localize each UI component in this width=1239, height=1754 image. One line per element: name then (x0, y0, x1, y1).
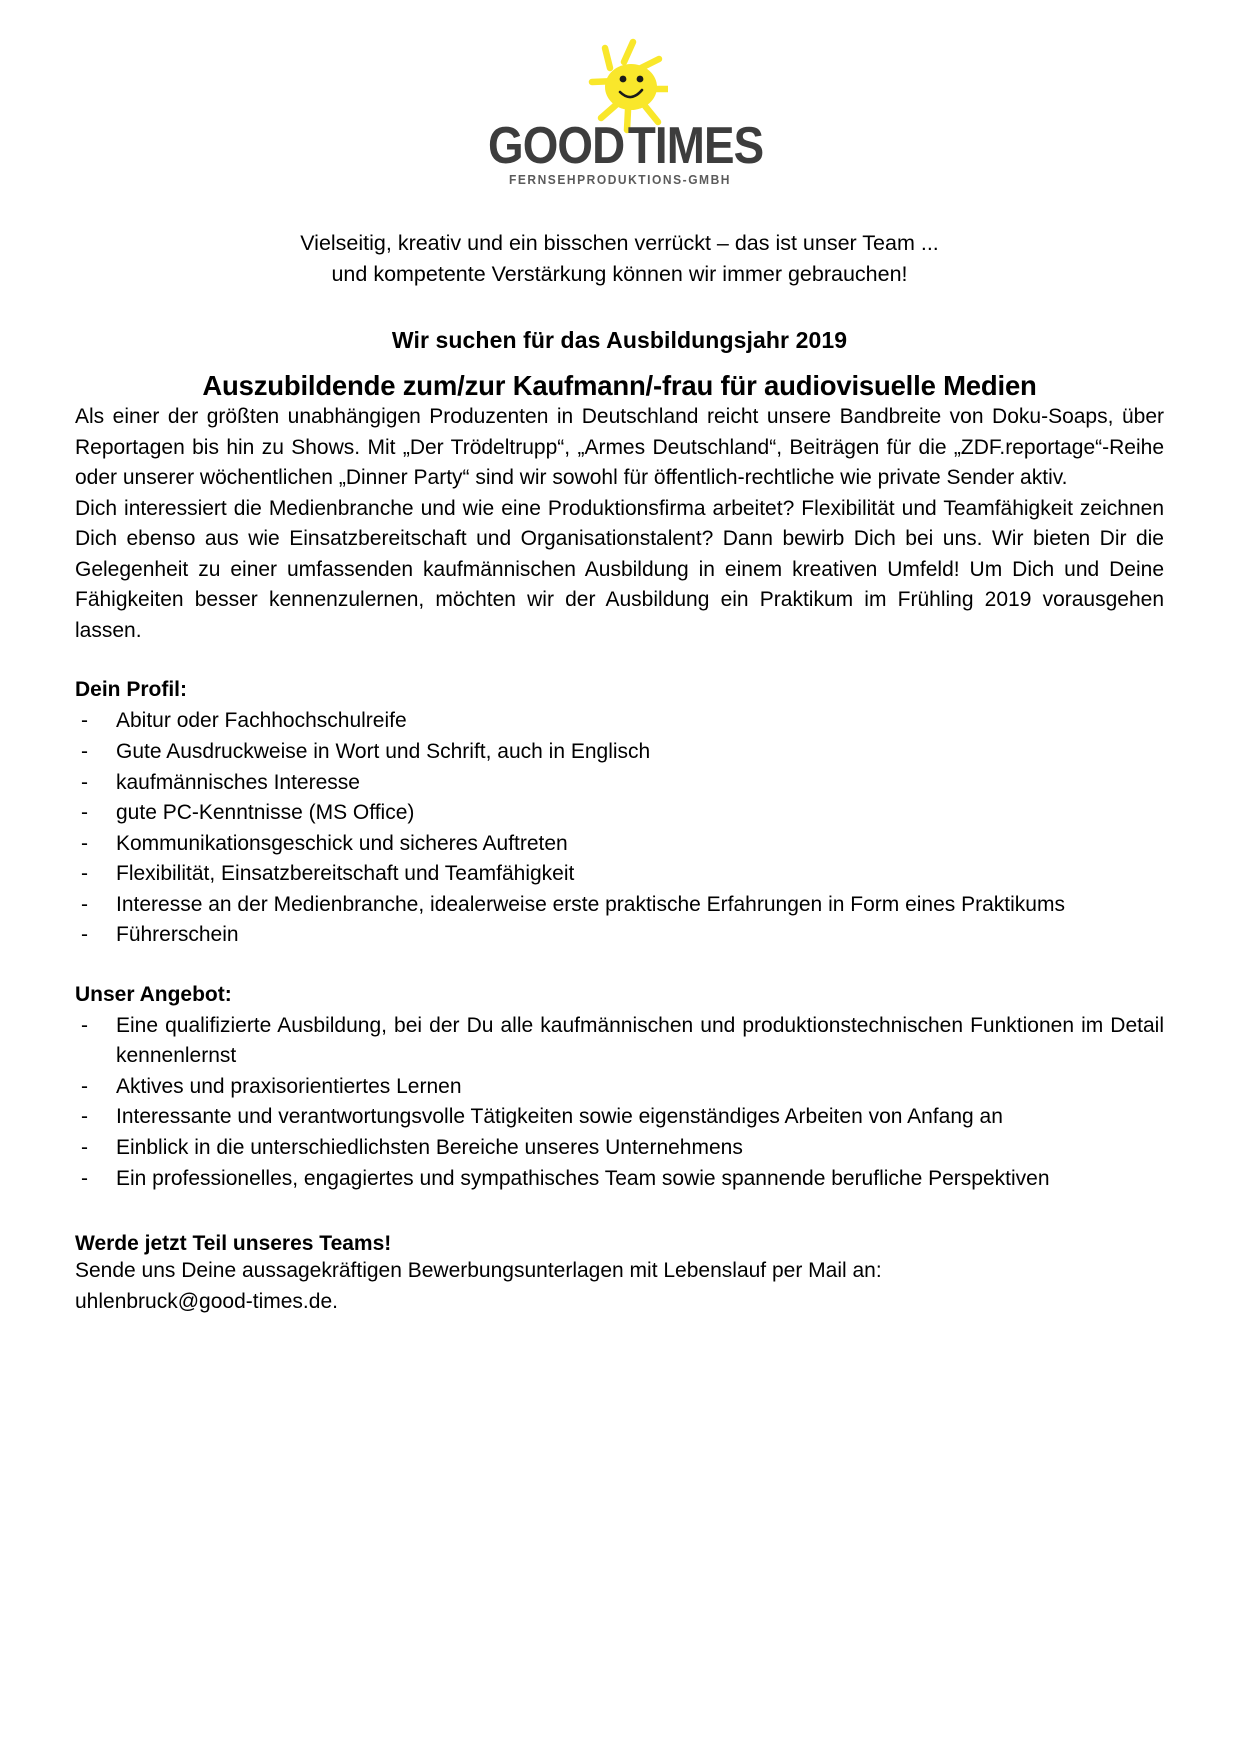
intro-line-1: Vielseitig, kreativ und ein bisschen verrückt – das ist unser Team ... (300, 231, 939, 255)
list-item (75, 1072, 1164, 1103)
list-item (75, 768, 1164, 799)
list-item (75, 890, 1164, 921)
list-item (75, 1164, 1164, 1195)
list-item (75, 798, 1164, 829)
paragraph-applicant-appeal: Dich interessiert die Medienbranche und wie eine Produktionsfirma arbeitet? Flexibilität und Teamfähigkeit zeichnen Dich ebenso aus wie Einsatzbereitschaft und Organisationstalent? Dann bewirb Dich bei uns. Wir bieten Dir die Gelegenheit zu einer umfassenden kaufmännischen Ausbildung in einem kreativen Umfeld! Um Dich und Deine Fähigkeiten besser kennenzulernen, möchten wir der Ausbildung ein Praktikum im Frühling 2019 vorausgehen lassen. (75, 496, 1164, 642)
list-item (75, 1102, 1164, 1133)
list-item-text: - Aktives und praxisorientiertes Lernen (116, 1074, 462, 1098)
intro-tagline (75, 228, 1164, 289)
list-item (75, 1133, 1164, 1164)
list-item-text: - Einblick in die unterschiedlichsten Bereiche unseres Unternehmens (116, 1135, 743, 1159)
list-item-text: - gute PC-Kenntnisse (MS Office) (116, 801, 415, 825)
profile-list (75, 706, 1164, 950)
logo-wordmark-times: TIMES (627, 117, 763, 175)
offer-list (75, 1011, 1164, 1194)
closing-instructions: Sende uns Deine aussagekräftigen Bewerbungsunterlagen mit Lebenslauf per Mail an: (75, 1259, 882, 1283)
closing-heading: Werde jetzt Teil unseres Teams! (75, 1232, 392, 1256)
logo-wordmark (487, 117, 763, 175)
page-title: Auszubildende zum/zur Kaufmann/-frau für audiovisuelle Medien (202, 370, 1037, 402)
list-item (75, 829, 1164, 860)
list-item-text: - Ein professionelles, engagiertes und sympathisches Team sowie spannende berufliche Perspektiven (116, 1166, 1050, 1190)
list-item-text: - Kommunikationsgeschick und sicheres Auftreten (116, 831, 568, 855)
section-heading-offer: Unser Angebot: (75, 982, 232, 1006)
list-item-text: - Gute Ausdruckweise in Wort und Schrift, auch in Englisch (116, 739, 651, 763)
subheading: Wir suchen für das Ausbildungsjahr 2019 (391, 327, 848, 354)
contact-email[interactable]: uhlenbruck@good-times.de. (75, 1289, 338, 1313)
list-item-text: - kaufmännisches Interesse (116, 770, 360, 794)
intro-line-2: und kompetente Verstärkung können wir immer gebrauchen! (331, 261, 908, 286)
list-item-text: - Interessante und verantwortungsvolle Tätigkeiten sowie eigenständiges Arbeiten von Anfang an (116, 1105, 1003, 1129)
list-item-text: - Eine qualifizierte Ausbildung, bei der Du alle kaufmännischen und produktionstechnischen Funktionen im Detail kennenlernst (116, 1013, 1164, 1068)
logo-subtitle: FERNSEHPRODUKTIONS-GMBH (508, 173, 731, 188)
paragraph-company-intro: Als einer der größten unabhängigen Produzenten in Deutschland reicht unsere Bandbreite von Doku-Soaps, über Reportagen bis hin zu Shows. Mit „Der Trödeltrupp“, „Armes Deutschland“, Beiträgen für die „ZDF.reportage“-Reihe oder unserer wöchentlichen „Dinner Party“ sind wir sowohl für öffentlich-rechtliche wie private Sender aktiv. (75, 405, 1164, 490)
list-item-text: - Flexibilität, Einsatzbereitschaft und Teamfähigkeit (116, 862, 575, 886)
list-item-text: - Abitur oder Fachhochschulreife (116, 709, 407, 733)
list-item (75, 1011, 1164, 1072)
list-item-text: - Führerschein (116, 923, 239, 947)
list-item (75, 706, 1164, 737)
list-item (75, 920, 1164, 951)
section-heading-profile: Dein Profil: (75, 678, 188, 702)
logo-wordmark-good: GOOD (487, 117, 624, 175)
list-item (75, 737, 1164, 768)
list-item (75, 859, 1164, 890)
list-item-text: - Interesse an der Medienbranche, idealerweise erste praktische Erfahrungen in Form eines Praktikums (116, 892, 1065, 916)
company-logo (0, 0, 1239, 186)
